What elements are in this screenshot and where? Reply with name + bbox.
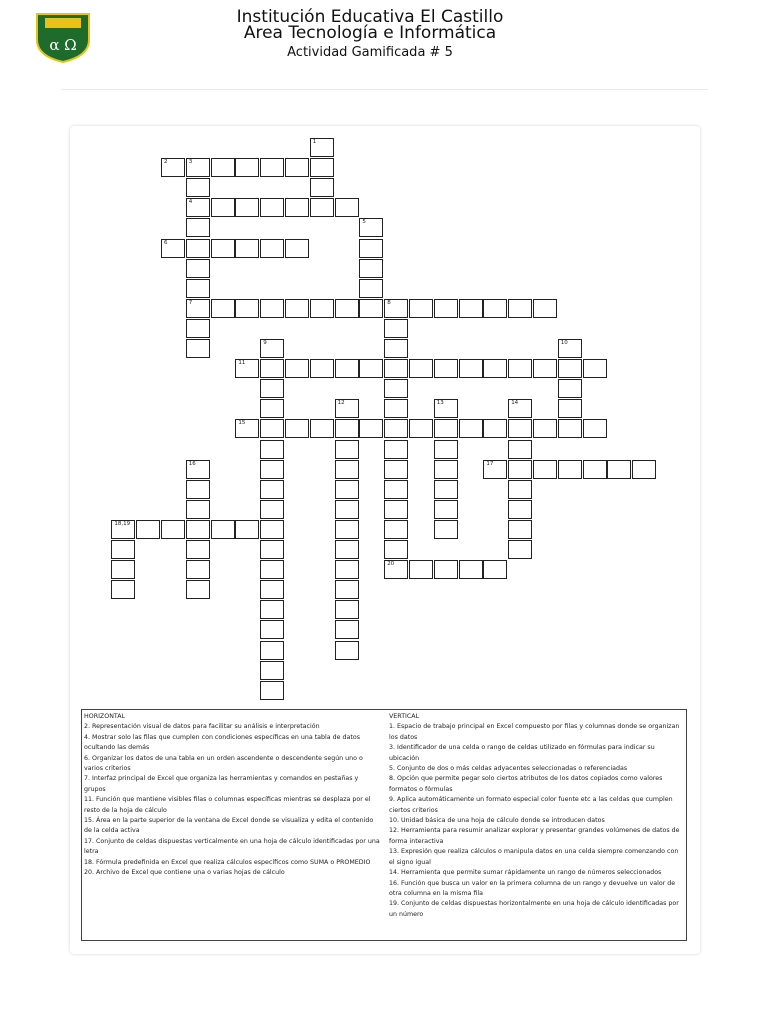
crossword-cell[interactable] [260, 460, 284, 479]
vertical-clues [389, 712, 685, 920]
crossword-cell[interactable] [483, 359, 507, 378]
clue-item: 7. Interfaz principal de Excel que organiza las herramientas y comandos en pestañas y grupos [84, 775, 359, 793]
clue-number: 1 [312, 139, 317, 145]
crossword-cell[interactable] [384, 520, 408, 539]
clue-item: 19. Conjunto de celdas dispuestas horizontalmente en una hoja de cálculo identificadas por un número [389, 900, 679, 918]
activity-title: Actividad Gamificada # 5 [287, 45, 453, 60]
crossword-cell[interactable] [359, 239, 383, 258]
crossword-cell[interactable] [607, 460, 631, 479]
crossword-cell[interactable] [508, 460, 532, 479]
crossword-cell[interactable] [558, 399, 582, 418]
clue-item: 4. Mostrar solo las filas que cumplen con condiciones específicas en una tabla de datos ocultando las demás [84, 733, 360, 752]
clue-item: 17. Conjunto de celdas dispuestas verticalmente en una hoja de cálculo identificadas por una letra [84, 837, 380, 856]
crossword-cell[interactable] [186, 158, 210, 177]
crossword-cell[interactable] [235, 198, 259, 217]
crossword-cell[interactable] [384, 419, 408, 438]
crossword-cell[interactable] [335, 600, 359, 619]
crossword-cell[interactable] [335, 359, 359, 378]
crossword-cell[interactable] [384, 399, 408, 418]
crossword-cell[interactable] [260, 399, 284, 418]
crossword-cell[interactable] [186, 480, 210, 499]
clue-item: 1. Espacio de trabajo principal en Excel compuesto por filas y columnas donde se organizan los datos [389, 723, 680, 741]
crossword-cell[interactable] [335, 460, 359, 479]
crossword-cell[interactable] [335, 299, 359, 318]
clue-number: 20 [387, 561, 395, 568]
crossword-cell[interactable] [632, 460, 656, 479]
clue-item: 10. Unidad básica de una hoja de cálculo donde se introducen datos [389, 817, 605, 825]
crossword-cell[interactable] [285, 239, 309, 258]
clue-item: 8. Opción que permite pegar solo ciertos atributos de los datos copiados como valores formatos o fórmulas [389, 775, 663, 793]
crossword-cell[interactable] [409, 560, 433, 579]
crossword-cell[interactable] [260, 440, 284, 459]
crossword-cell[interactable] [483, 419, 507, 438]
crossword-cell[interactable] [459, 419, 483, 438]
crossword-cell[interactable] [335, 580, 359, 599]
clue-item: 9. Aplica automáticamente un formato especial color fuente etc a las celdas que cumplen ciertos criterios [389, 796, 673, 814]
crossword-cell[interactable] [508, 359, 532, 378]
crossword-cell[interactable] [384, 299, 408, 318]
clue-number: 12 [337, 400, 345, 407]
crossword-cell[interactable] [136, 520, 160, 539]
clue-number: 3 [188, 159, 193, 166]
crossword-cell[interactable] [260, 480, 284, 499]
crossword-cell[interactable] [558, 379, 582, 398]
crossword-cell[interactable] [186, 460, 210, 479]
crossword-cell[interactable] [111, 540, 135, 559]
clue-number: 13 [436, 400, 444, 407]
crossword-cell[interactable] [235, 299, 259, 318]
crossword-cell[interactable] [434, 399, 458, 418]
crossword-cell[interactable] [384, 359, 408, 378]
crossword-cell[interactable] [260, 560, 284, 579]
crossword-cell[interactable] [384, 480, 408, 499]
crossword-cell[interactable] [359, 419, 383, 438]
crossword-cell[interactable] [508, 399, 532, 418]
crossword-cell[interactable] [335, 620, 359, 639]
area-name: Area Tecnología e Informática [243, 23, 497, 43]
crossword-cell[interactable] [434, 460, 458, 479]
crossword-cell[interactable] [335, 560, 359, 579]
crossword-cell[interactable] [186, 540, 210, 559]
crossword-cell[interactable] [359, 279, 383, 298]
crossword-cell[interactable] [508, 540, 532, 559]
crossword-cell[interactable] [186, 259, 210, 278]
crossword-cell[interactable] [111, 520, 135, 539]
clue-item: 6. Organizar los datos de una tabla en un orden ascendente o descendente según uno o varios criterios [84, 754, 363, 773]
crossword-cell[interactable] [310, 299, 334, 318]
crossword-cell[interactable] [111, 580, 135, 599]
crossword-cell[interactable] [508, 299, 532, 318]
crossword-cell[interactable] [186, 198, 210, 217]
crossword-cell[interactable] [260, 239, 284, 258]
crossword-cell[interactable] [235, 359, 259, 378]
crossword-cell[interactable] [409, 359, 433, 378]
crossword-cell[interactable] [508, 440, 532, 459]
crossword-cell[interactable] [409, 419, 433, 438]
clue-item: 18. Fórmula predefinida en Excel que realiza cálculos específicos como SUMA o PROMEDIO [84, 858, 371, 866]
crossword-cell[interactable] [508, 520, 532, 539]
crossword-cell[interactable] [335, 480, 359, 499]
crossword-cell[interactable] [260, 419, 284, 438]
crossword-cell[interactable] [384, 339, 408, 358]
crossword-cell[interactable] [483, 460, 507, 479]
crossword-cell[interactable] [384, 540, 408, 559]
crossword-cell[interactable] [310, 178, 334, 197]
crossword-cell[interactable] [558, 339, 582, 358]
clue-item: 12. Herramienta para resumir analizar explorar y presentar grandes volúmenes de datos de forma interactiva [389, 827, 680, 845]
crossword-cell[interactable] [508, 419, 532, 438]
crossword-cell[interactable] [384, 319, 408, 338]
crossword-cell[interactable] [211, 198, 235, 217]
crossword-cell[interactable] [260, 299, 284, 318]
crossword-cell[interactable] [310, 138, 334, 157]
crossword-cell[interactable] [384, 460, 408, 479]
clue-item: 3. Identificador de una celda o rango de celdas utilizado en fórmulas para indicar su ubicación [389, 744, 655, 762]
crossword-cell[interactable] [533, 460, 557, 479]
clue-item: 13. Expresión que realiza cálculos o manipula datos en una celda siempre comenzando con el signo igual [389, 848, 679, 866]
crossword-cell[interactable] [508, 480, 532, 499]
crossword-cell[interactable] [583, 460, 607, 479]
crossword-cell[interactable] [260, 681, 284, 700]
crossword-cell[interactable] [186, 178, 210, 197]
clue-item: 11. Función que mantiene visibles filas o columnas específicas mientras se desplaza por el resto de la hoja de cálculo [84, 796, 371, 814]
clue-number: 2 [164, 159, 168, 166]
crest-symbols: α Ω [49, 36, 77, 54]
crossword-cell[interactable] [434, 359, 458, 378]
crossword-cell[interactable] [211, 239, 235, 258]
crossword-cell[interactable] [558, 359, 582, 378]
crossword-cell[interactable] [533, 299, 557, 318]
crossword-cell[interactable] [335, 419, 359, 438]
clue-item: 15. Área en la parte superior de la ventana de Excel donde se visualiza y edita el contenido de la celda activa [84, 817, 374, 835]
crossword-cell[interactable] [384, 379, 408, 398]
crossword-cell[interactable] [558, 419, 582, 438]
crossword-cell[interactable] [211, 158, 235, 177]
crossword-cell[interactable] [186, 560, 210, 579]
crossword-cell[interactable] [260, 641, 284, 660]
crossword-cell[interactable] [434, 419, 458, 438]
crossword-cell[interactable] [310, 359, 334, 378]
crossword-cell[interactable] [434, 480, 458, 499]
crossword-cell[interactable] [186, 339, 210, 358]
crossword-cell[interactable] [161, 239, 185, 258]
crossword-cell[interactable] [335, 500, 359, 519]
crossword-cell[interactable] [359, 259, 383, 278]
crossword-cell[interactable] [186, 520, 210, 539]
crossword-cell[interactable] [359, 299, 383, 318]
clue-number: 14 [511, 400, 519, 407]
crossword-cell[interactable] [335, 399, 359, 418]
crossword-cell[interactable] [111, 560, 135, 579]
crossword-cell[interactable] [335, 440, 359, 459]
crossword-cell[interactable] [186, 299, 210, 318]
clue-number: 17 [486, 460, 494, 467]
crossword-cell[interactable] [533, 419, 557, 438]
crossword-cell[interactable] [285, 419, 309, 438]
crossword-cell[interactable] [583, 359, 607, 378]
crossword-cell[interactable] [558, 460, 582, 479]
clue-number: 8 [387, 299, 391, 306]
crossword-cell[interactable] [260, 198, 284, 217]
crossword-cell[interactable] [384, 440, 408, 459]
crossword-cell[interactable] [483, 299, 507, 318]
crossword-cell[interactable] [310, 419, 334, 438]
crossword-cell[interactable] [260, 620, 284, 639]
crossword-cell[interactable] [583, 419, 607, 438]
crossword-cell[interactable] [235, 520, 259, 539]
clue-number: 15 [238, 420, 246, 427]
crossword-cell[interactable] [260, 661, 284, 680]
clue-number: 4 [188, 199, 193, 206]
crossword-cell[interactable] [310, 198, 334, 217]
crossword-cell[interactable] [161, 158, 185, 177]
crossword-cell[interactable] [260, 600, 284, 619]
crossword-cell[interactable] [186, 239, 210, 258]
crossword-cell[interactable] [235, 239, 259, 258]
crossword-cell[interactable] [186, 500, 210, 519]
crossword-cell[interactable] [186, 218, 210, 237]
clue-number: 6 [164, 239, 168, 246]
crossword-cell[interactable] [434, 299, 458, 318]
horizontal-clues [84, 712, 380, 879]
crossword-cell[interactable] [459, 359, 483, 378]
clue-item: 20. Archivo de Excel que contiene una o varias hojas de cálculo [84, 869, 285, 877]
crossword-cell[interactable] [260, 158, 284, 177]
crossword-cell[interactable] [359, 359, 383, 378]
clue-item: 2. Representación visual de datos para facilitar su análisis e interpretación [84, 723, 320, 731]
crossword-cell[interactable] [211, 520, 235, 539]
crossword-cell[interactable] [508, 500, 532, 519]
clue-item: 16. Función que busca un valor en la primera columna de un rango y devuelve un valor de otra columna en la misma fila [389, 879, 676, 897]
crossword-cell[interactable] [434, 440, 458, 459]
crossword-cell[interactable] [434, 520, 458, 539]
crossword-cell[interactable] [235, 158, 259, 177]
crossword-cell[interactable] [533, 359, 557, 378]
crossword-cell[interactable] [459, 560, 483, 579]
crossword-cell[interactable] [260, 500, 284, 519]
crossword-cell[interactable] [335, 520, 359, 539]
crossword-cell[interactable] [285, 158, 309, 177]
clue-number: 7 [188, 299, 193, 306]
crossword-cell[interactable] [335, 540, 359, 559]
crossword-cell[interactable] [285, 359, 309, 378]
crossword-cell[interactable] [409, 299, 433, 318]
crossword-cell[interactable] [384, 560, 408, 579]
crossword-cell[interactable] [459, 299, 483, 318]
crossword-cell[interactable] [186, 319, 210, 338]
clue-item: 5. Conjunto de dos o más celdas adyacentes seleccionadas o referenciadas [389, 765, 628, 773]
crossword-cell[interactable] [335, 198, 359, 217]
crossword-cell[interactable] [384, 500, 408, 519]
clue-number: 18,19 [114, 520, 131, 527]
crossword-cell[interactable] [235, 419, 259, 438]
crossword-cell[interactable] [310, 158, 334, 177]
clue-number: 9 [263, 340, 267, 346]
crossword-cell[interactable] [260, 359, 284, 378]
crossword-cell[interactable] [260, 540, 284, 559]
crossword-cell[interactable] [260, 379, 284, 398]
crossword-cell[interactable] [161, 520, 185, 539]
crossword-cell[interactable] [186, 279, 210, 298]
crossword-cell[interactable] [260, 339, 284, 358]
clue-number: 11 [238, 360, 246, 367]
horizontal-title: HORIZONTAL [84, 713, 126, 720]
crossword-cell[interactable] [285, 198, 309, 217]
crossword-cell[interactable] [211, 299, 235, 318]
crossword-cell[interactable] [285, 299, 309, 318]
crossword-cell[interactable] [260, 580, 284, 599]
crossword-cell[interactable] [335, 641, 359, 660]
crossword-cell[interactable] [434, 560, 458, 579]
crossword-cell[interactable] [186, 580, 210, 599]
crossword-cell[interactable] [359, 218, 383, 237]
clue-item: 14. Herramienta que permite sumar rápidamente un rango de números seleccionados [389, 869, 662, 877]
clue-number: 5 [362, 219, 366, 226]
vertical-title: VERTICAL [389, 713, 420, 720]
school-name: Institución Educativa El Castillo [236, 7, 504, 27]
clue-number: 10 [560, 340, 568, 346]
crossword-cell[interactable] [260, 520, 284, 539]
clue-number: 16 [188, 460, 196, 467]
clues-box [81, 709, 687, 941]
crossword-cell[interactable] [483, 560, 507, 579]
crossword-cell[interactable] [434, 500, 458, 519]
